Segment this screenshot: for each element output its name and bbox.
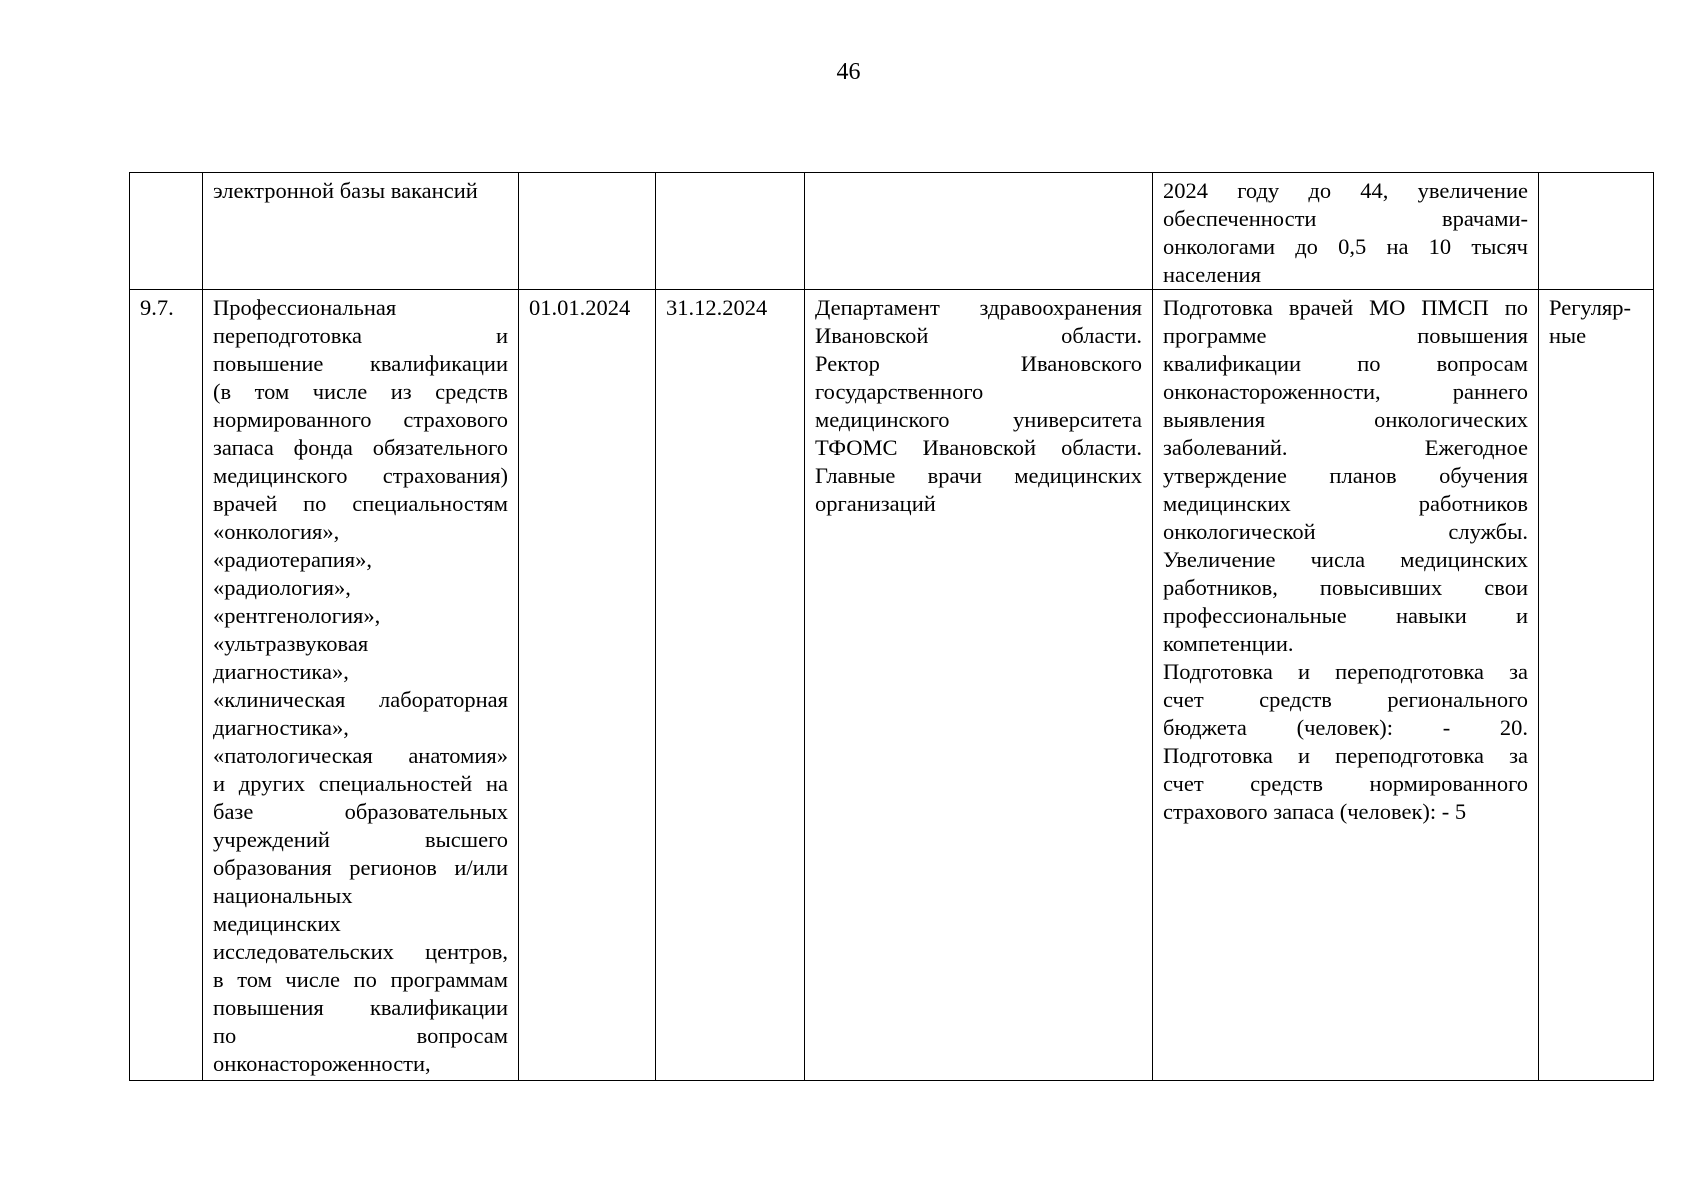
text-line: обеспеченности врачами- — [1163, 206, 1528, 231]
page-number: 46 — [836, 59, 861, 85]
text-line: базе образовательных — [213, 799, 508, 824]
text-line: врачей по специальностям — [213, 491, 508, 516]
text-line: Подготовка и переподготовка за — [1163, 659, 1528, 684]
text-line: профессиональные навыки и — [1163, 603, 1528, 628]
cell-frequency — [1539, 173, 1654, 290]
text-line: «рентгенология», — [213, 603, 381, 628]
text-line: ные — [1549, 323, 1587, 348]
measures-table — [129, 172, 1654, 1081]
text-line: Регуляр- — [1549, 295, 1632, 320]
text-line: медицинского университета — [815, 407, 1142, 432]
text-line: диагностика», — [213, 715, 349, 740]
text-line: Увеличение числа медицинских — [1163, 547, 1528, 572]
text-line: Главные врачи медицинских — [815, 463, 1142, 488]
cell-measure-name — [203, 290, 519, 1081]
text-line: Подготовка и переподготовка за — [1163, 743, 1528, 768]
text-line: «патологическая анатомия» — [213, 743, 508, 768]
cell-end-date — [656, 173, 805, 290]
cell-responsible — [805, 290, 1153, 1081]
text-line: «радиотерапия», — [213, 547, 372, 572]
text-line: программе повышения — [1163, 323, 1528, 348]
text-line: организаций — [815, 491, 936, 516]
text-line: счет средств нормированного — [1163, 771, 1528, 796]
text-line: диагностика», — [213, 659, 349, 684]
text-line: онконастороженности, — [213, 1051, 431, 1076]
text-line: «онкология», — [213, 519, 340, 544]
text-line: онкологами до 0,5 на 10 тысяч — [1163, 234, 1528, 259]
text-line: образования регионов и/или — [213, 855, 508, 880]
text-line: компетенции. — [1163, 631, 1294, 656]
cell-start-date — [519, 173, 656, 290]
text-line: Профессиональная — [213, 295, 397, 320]
text-line: онкологической службы. — [1163, 519, 1528, 544]
text-line: и других специальностей на — [213, 771, 508, 796]
text-line: выявления онкологических — [1163, 407, 1528, 432]
text-line: исследовательских центров, — [213, 939, 508, 964]
cell-start-date: 01.01.2024 — [519, 290, 656, 1081]
cell-end-date: 31.12.2024 — [656, 290, 805, 1081]
table-row-9-7 — [130, 290, 1654, 1081]
text-line: нормированного страхового — [213, 407, 508, 432]
text-line: национальных — [213, 883, 353, 908]
text-line: электронной базы вакансий — [213, 178, 478, 203]
text-line: бюджета (человек): - 20. — [1163, 715, 1528, 740]
text-line: медицинских работников — [1163, 491, 1528, 516]
text-line: ТФОМС Ивановской области. — [815, 435, 1142, 460]
table-row-continued — [130, 173, 1654, 290]
text-line: по вопросам — [213, 1023, 508, 1048]
text-line: «клиническая лабораторная — [213, 687, 508, 712]
text-line: медицинских — [213, 911, 341, 936]
cell-measure-name — [203, 173, 519, 290]
cell-result — [1153, 173, 1539, 290]
cell-frequency — [1539, 290, 1654, 1081]
text-line: онконастороженности, раннего — [1163, 379, 1528, 404]
text-line: Ректор Ивановского — [815, 351, 1142, 376]
text-line: квалификации по вопросам — [1163, 351, 1528, 376]
text-line: государственного — [815, 379, 984, 404]
text-line: 2024 году до 44, увеличение — [1163, 178, 1528, 203]
text-line: запаса фонда обязательного — [213, 435, 508, 460]
cell-responsible — [805, 173, 1153, 290]
text-line: утверждение планов обучения — [1163, 463, 1528, 488]
text-line: работников, повысивших свои — [1163, 575, 1528, 600]
text-line: Ивановской области. — [815, 323, 1142, 348]
text-line: повышение квалификации — [213, 351, 508, 376]
cell-number: 9.7. — [130, 290, 203, 1081]
text-line: «ультразвуковая — [213, 631, 369, 656]
text-line: заболеваний. Ежегодное — [1163, 435, 1528, 460]
text-line: в том числе по программам — [213, 967, 508, 992]
text-line: медицинского страхования) — [213, 463, 508, 488]
text-line: переподготовка и — [213, 323, 508, 348]
text-line: «радиология», — [213, 575, 351, 600]
text-line: повышения квалификации — [213, 995, 508, 1020]
text-line: учреждений высшего — [213, 827, 508, 852]
text-line: (в том числе из средств — [213, 379, 508, 404]
cell-number — [130, 173, 203, 290]
text-line: Подготовка врачей МО ПМСП по — [1163, 295, 1528, 320]
cell-result — [1153, 290, 1539, 1081]
text-line: Департамент здравоохранения — [815, 295, 1142, 320]
text-line: счет средств регионального — [1163, 687, 1528, 712]
text-line: страхового запаса (человек): - 5 — [1163, 799, 1467, 824]
text-line: населения — [1163, 262, 1261, 287]
